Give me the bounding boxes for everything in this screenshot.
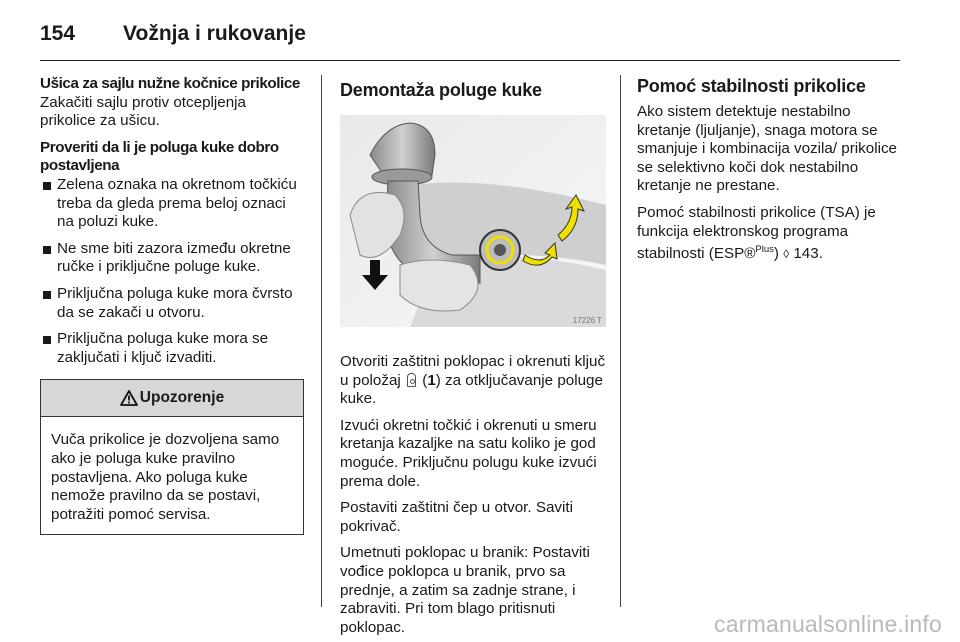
column-middle — [340, 75, 606, 642]
list-item: Zelena oznaka na okretnom točkiću treba da gleda prema beloj oznaci na poluzi kuke. — [40, 176, 304, 232]
page-reference-icon: ◊ — [783, 247, 790, 262]
heading-check-hitch: Proveriti da li je poluga kuke dobro postavljena — [40, 138, 279, 175]
column-divider-2 — [620, 75, 621, 607]
paragraph-tsa-esp: Pomoć stabilnosti prikolice (TSA) je funkcija elektronskog programa stabilnosti (ESP®$^{Plus}$) ◊ 143. — [637, 203, 876, 263]
warning-title: Upozorenje — [139, 389, 225, 407]
paragraph-open-cover: Otvoriti zaštitni poklopac i okrenuti ključ u položaj (1) za otključavanje poluge kuke. — [340, 353, 606, 408]
tow-hitch-drawing — [340, 115, 606, 327]
page-number: 154 — [40, 22, 76, 45]
heading-trailer-eye: Ušica za sajlu nužne kočnice prikolice — [40, 75, 300, 92]
tow-hitch-illustration — [340, 115, 606, 327]
bullet-square-icon — [43, 336, 51, 344]
section-title-removal: Demontaža poluge kuke — [340, 80, 542, 100]
paragraph-protective-cap: Postaviti zaštitni čep u otvor. Saviti pokrivač. — [340, 499, 573, 535]
header-divider — [40, 60, 900, 61]
unlocked-key-icon — [407, 373, 416, 387]
list-item: Ne sme biti zazora između okretne ručke i priključne poluge kuke. — [40, 240, 304, 277]
warning-box — [40, 379, 304, 535]
paragraph-pull-wheel: Izvući okretni točkić i okrenuti u smeru kretanja kazaljke na satu koliko je god moguće. Priključnu polugu kuke izvući prema dole. — [340, 416, 597, 490]
page-reference-link[interactable]: 143. — [793, 245, 823, 263]
page-header — [40, 14, 306, 54]
column-left — [40, 75, 304, 535]
watermark: carmanualsonline.info — [714, 611, 942, 637]
warning-header — [41, 380, 303, 417]
paragraph-tsa-description: Ako sistem detektuje nestabilno kretanje (ljuljanje), snaga motora se smanjuje i kombinacija vozila/ prikolice se selektivno koči dok nestabilno kretanje ne prestane. — [637, 103, 897, 195]
paragraph-insert-cover: Umetnuti poklopac u branik: Postaviti vođice poklopca u branik, prvo sa prednje, a zatim sa zadnje strane, i zabraviti. Pri tom blago pritisnuti poklopac. — [340, 544, 590, 636]
column-divider-1 — [321, 75, 322, 607]
list-item: Priključna poluga kuke mora se zaključati i ključ izvaditi. — [40, 330, 304, 367]
list-item: Priključna poluga kuke mora čvrsto da se zakači u otvoru. — [40, 285, 304, 322]
warning-triangle-icon — [120, 390, 138, 406]
text-trailer-eye: Zakačiti sajlu protiv otcepljenja prikolice za ušicu. — [40, 93, 246, 130]
bullet-square-icon — [43, 246, 51, 254]
column-right — [637, 75, 903, 272]
section-title-tsa: Pomoć stabilnosti prikolice — [637, 76, 866, 96]
figure-code: 17226 T — [572, 316, 602, 325]
bullet-square-icon — [43, 182, 51, 190]
chapter-title: Vožnja i rukovanje — [123, 22, 306, 45]
warning-text: Vuča prikolice je dozvoljena samo ako je poluga kuke pravilno postavljena. Ako poluga kuke nemože pravilno da se postavi, potražiti pomoć servisa. — [51, 431, 280, 523]
bullet-square-icon — [43, 291, 51, 299]
check-list — [40, 176, 304, 367]
